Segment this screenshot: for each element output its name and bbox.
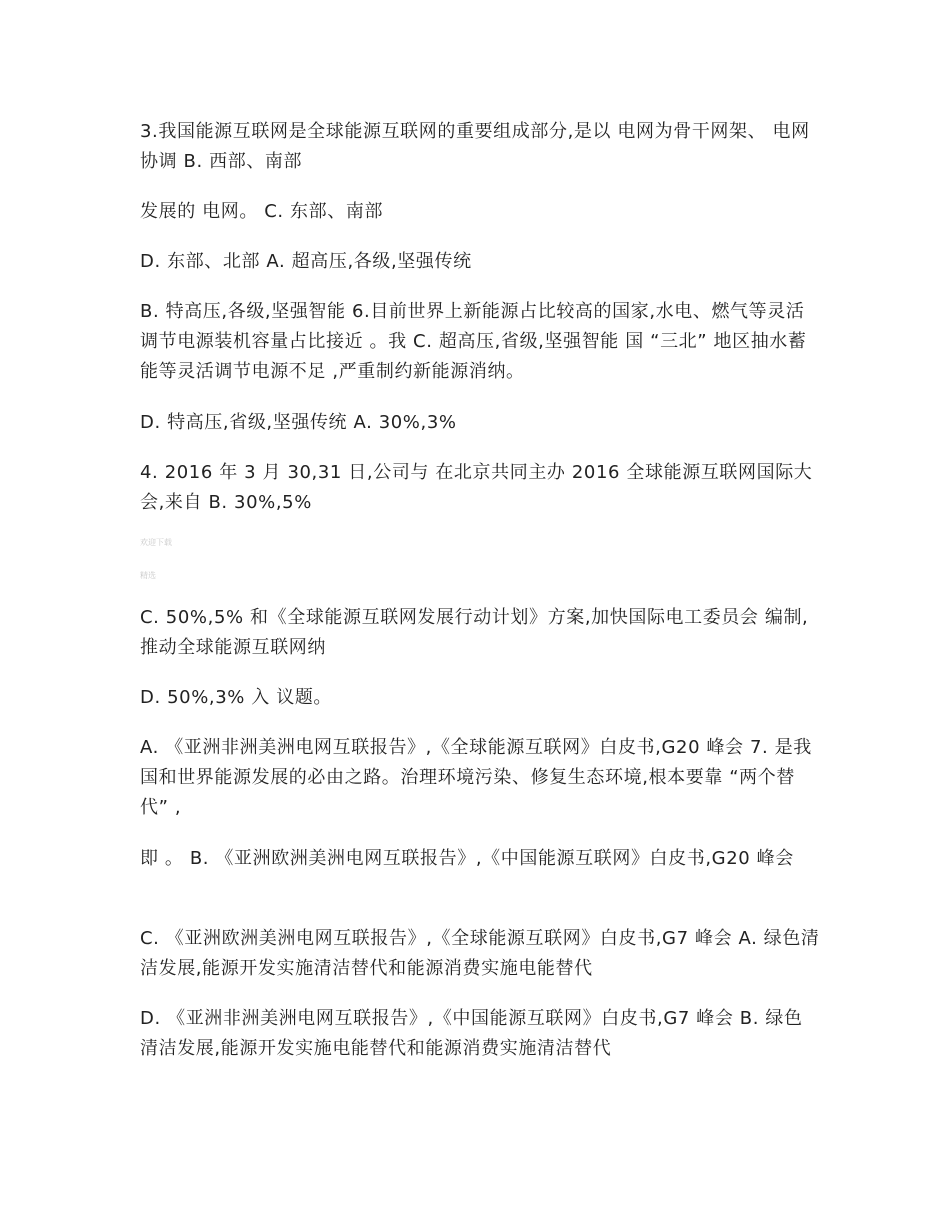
paragraph-option-d-3: D. 50%,3% 入 议题。 [140, 687, 333, 708]
watermark-selected: 精选 [140, 571, 156, 580]
paragraph-option-d-2: D. 特高压,省级,坚强传统 A. 30%,3% [140, 412, 457, 433]
paragraph-option-d-1: D. 东部、北部 A. 超高压,各级,坚强传统 [140, 251, 472, 272]
paragraph-q3: 3.我国能源互联网是全球能源互联网的重要组成部分,是以 电网为骨干网架、 电网协调 B. 西部、南部 [140, 121, 810, 172]
paragraph-q7: A. 《亚洲非洲美洲电网互联报告》,《全球能源互联网》白皮书,G20 峰会 7. 是我国和世界能源发展的必由之路。治理环境污染、修复生态环境,根本要靠 “两个替代” , [140, 737, 812, 818]
paragraph-q4: 4. 2016 年 3 月 30,31 日,公司与 在北京共同主办 2016 全球能源互联网国际大会,来自 B. 30%,5% [140, 462, 813, 513]
paragraph-option-c-4: C. 《亚洲欧洲美洲电网互联报告》,《全球能源互联网》白皮书,G7 峰会 A. 绿色清洁发展,能源开发实施清洁替代和能源消费实施电能替代 [140, 928, 820, 979]
paragraph-q3-cont: 发展的 电网。 C. 东部、南部 [140, 201, 384, 222]
paragraph-q6: B. 特高压,各级,坚强智能 6.目前世界上新能源占比较高的国家,水电、燃气等灵活调节电源装机容量占比接近 。我 C. 超高压,省级,坚强智能 国 “三北” 地区抽水蓄能等灵活调节电源不足 ,严重制约新能源消纳。 [140, 301, 807, 382]
paragraph-option-b-4: 即 。 B. 《亚洲欧洲美洲电网互联报告》,《中国能源互联网》白皮书,G20 峰会 [140, 848, 794, 869]
paragraph-option-d-4: D. 《亚洲非洲美洲电网互联报告》,《中国能源互联网》白皮书,G7 峰会 B. 绿色清洁发展,能源开发实施电能替代和能源消费实施清洁替代 [140, 1008, 803, 1059]
paragraph-option-c-3: C. 50%,5% 和《全球能源互联网发展行动计划》方案,加快国际电工委员会 编制,推动全球能源互联网纳 [140, 607, 809, 658]
watermark-download: 欢迎下载 [140, 538, 172, 547]
